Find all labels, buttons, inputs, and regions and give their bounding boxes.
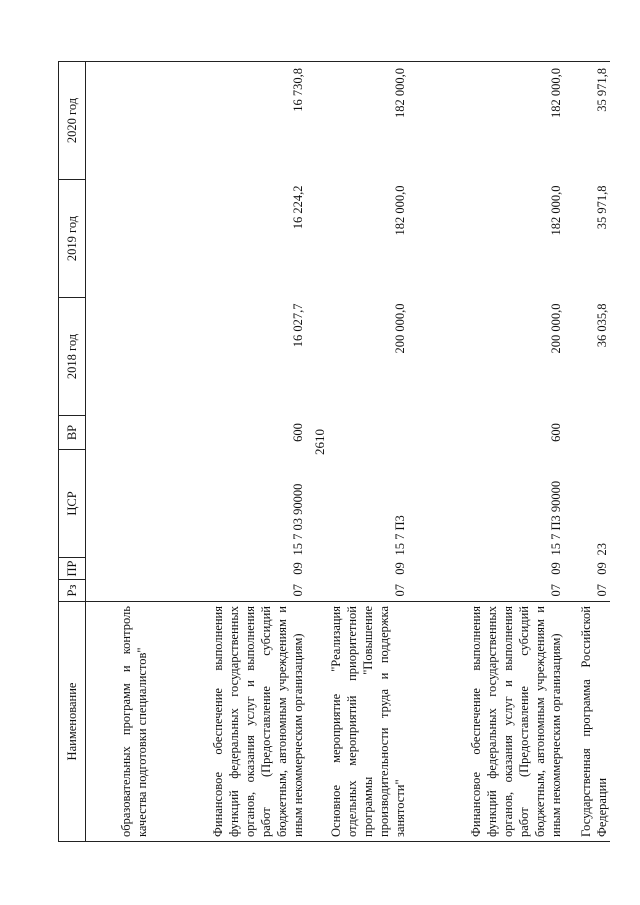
table-row — [306, 62, 408, 842]
cell-csr: 23 — [595, 543, 609, 556]
budget-table-rotated — [58, 62, 609, 842]
col-header-2018: 2018 год — [59, 298, 86, 416]
table-row — [564, 62, 610, 842]
table-row — [150, 62, 306, 842]
cell-pr: 09 — [291, 562, 305, 575]
cell-2020: 182 000,0 — [306, 62, 408, 180]
col-header-vr: ВР — [59, 416, 86, 450]
cell-pr: 09 — [595, 562, 609, 575]
cell-pr — [86, 558, 151, 580]
cell-name: образовательных программ и контроль качества подготовки специалистов" — [86, 602, 151, 842]
cell-2020 — [86, 62, 151, 180]
page-number: 2610 — [312, 429, 327, 455]
table-row — [86, 62, 151, 842]
col-header-2020: 2020 год — [59, 62, 86, 180]
col-header-rz: Рз — [59, 580, 86, 602]
col-header-csr: ЦСР — [59, 450, 86, 558]
cell-2018 — [86, 298, 151, 416]
cell-2019: 182 000,0 — [393, 185, 407, 236]
col-header-2019: 2019 год — [59, 180, 86, 298]
cell-name: Государственная программа Российской Федерации — [564, 602, 610, 842]
cell-csr: 15 7 03 90000 — [291, 483, 305, 556]
cell-2019: 182 000,0 — [549, 185, 563, 236]
table-row — [408, 62, 564, 842]
header-row — [59, 62, 86, 842]
cell-pr: 09 — [393, 562, 407, 575]
cell-2020: 35 971,8 — [564, 62, 610, 180]
cell-csr: 15 7 П3 90000 — [549, 480, 563, 556]
budget-table — [58, 61, 610, 842]
cell-vr — [86, 416, 151, 450]
cell-2018: 200 000,0 — [393, 303, 407, 354]
cell-vr — [306, 416, 408, 450]
cell-pr: 09 — [549, 562, 563, 575]
cell-rz: 07 — [393, 584, 407, 597]
cell-name: Основное мероприятие "Реализация отдельных мероприятий приоритетной программы "Повышение производительности труда и поддержка занятости" — [306, 602, 408, 842]
cell-name: Финансовое обеспечение выполнения функций федеральных государственных органов, оказания услуг и выполнения работ (Предоставление субсидий бюджетным, автономным учреждениям и иным некоммерческим организациям) — [408, 602, 564, 842]
cell-2018: 200 000,0 — [549, 303, 563, 354]
cell-csr — [86, 450, 151, 558]
cell-2019: 35 971,8 — [595, 185, 609, 230]
cell-2020: 182 000,0 — [408, 62, 564, 180]
cell-rz: 07 — [549, 584, 563, 597]
cell-rz: 07 — [291, 584, 305, 597]
col-header-name: Наименование — [59, 602, 86, 842]
cell-rz: 07 — [595, 584, 609, 597]
cell-vr: 600 — [291, 423, 305, 442]
cell-rz — [86, 580, 151, 602]
cell-vr — [564, 416, 610, 450]
cell-vr: 600 — [549, 423, 563, 442]
cell-2018: 16 027,7 — [291, 303, 305, 348]
cell-csr: 15 7 П3 — [393, 515, 407, 556]
cell-2019: 16 224,2 — [291, 185, 305, 230]
cell-2018: 36 035,8 — [595, 303, 609, 348]
cell-2019 — [86, 180, 151, 298]
col-header-pr: ПР — [59, 558, 86, 580]
cell-2020: 16 730,8 — [150, 62, 306, 180]
cell-name: Финансовое обеспечение выполнения функций федеральных государственных органов, оказания услуг и выполнения работ (Предоставление субсидий бюджетным, автономным учреждениям и иным некоммерческим организациям) — [150, 602, 306, 842]
